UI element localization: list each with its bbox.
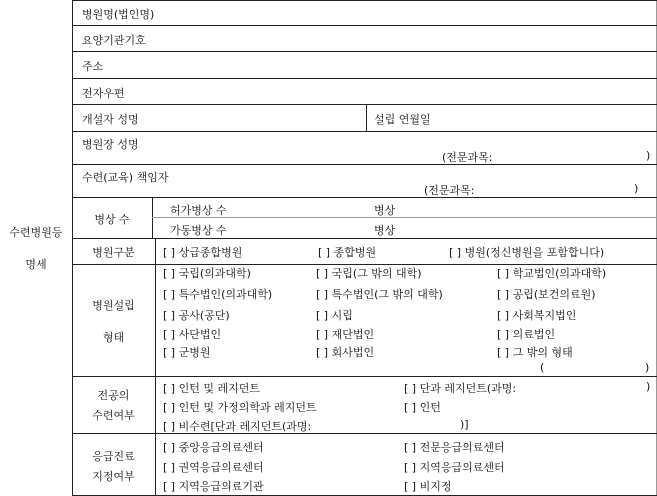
emergency-option[interactable]: [ ] 전문응급의료센터 bbox=[404, 441, 505, 454]
establishment-option[interactable]: [ ] 사회복지법인 bbox=[497, 309, 577, 322]
emergency-label-line1: 응급진료 bbox=[92, 450, 135, 463]
postal-code-label: 전자우편 bbox=[82, 87, 125, 100]
training-option-intern-resident[interactable]: [ ] 인턴 및 레지던트 bbox=[163, 382, 260, 395]
establishment-label-line2: 형태 bbox=[102, 331, 125, 344]
training-director-label: 수련(교육) 책임자 bbox=[82, 171, 169, 184]
training-option-intern-family[interactable]: [ ] 인턴 및 가정의학과 레지던트 bbox=[163, 401, 317, 414]
establishment-option[interactable]: [ ] 재단법인 bbox=[316, 328, 375, 341]
establishment-option[interactable]: [ ] 학교법인(의과대학) bbox=[497, 267, 607, 280]
hospital-type-label: 병원구분 bbox=[92, 246, 135, 259]
hospital-type-option-hospital[interactable]: [ ] 병원(정신병원을 포함합니다) bbox=[449, 246, 605, 259]
hospital-name-label: 병원명(법인명) bbox=[82, 8, 155, 21]
licensed-beds-unit: 병상 bbox=[374, 204, 396, 217]
founder-name-label: 개설자 성명 bbox=[82, 113, 139, 126]
training-label-line1: 전공의 bbox=[97, 389, 130, 402]
training-single-resident-close: ) bbox=[646, 380, 651, 393]
training-specialty-label: (전문과목: bbox=[424, 184, 475, 197]
establishment-option[interactable]: [ ] 국립(그 밖의 대학) bbox=[316, 267, 422, 280]
training-option-intern[interactable]: [ ] 인턴 bbox=[404, 401, 441, 414]
emergency-option[interactable]: [ ] 중앙응급의료센터 bbox=[163, 441, 264, 454]
training-option-single-resident[interactable]: [ ] 단과 레지던트(과명: bbox=[404, 382, 517, 395]
institution-code-label: 요양기관기호 bbox=[82, 34, 146, 47]
establishment-option[interactable]: [ ] 특수법인(의과대학) bbox=[163, 288, 273, 301]
hospital-type-option-general[interactable]: [ ] 종합병원 bbox=[318, 246, 377, 259]
founding-date-label: 설립 연월일 bbox=[374, 113, 431, 126]
director-specialty-close: ) bbox=[646, 149, 651, 162]
emergency-option[interactable]: [ ] 비지정 bbox=[404, 480, 452, 493]
beds-label: 병상 수 bbox=[94, 213, 130, 226]
training-specialty-close: ) bbox=[634, 182, 639, 195]
hospital-type-option-tertiary[interactable]: [ ] 상급종합병원 bbox=[163, 246, 243, 259]
establishment-option[interactable]: [ ] 군병원 bbox=[163, 346, 211, 359]
establishment-option[interactable]: [ ] 그 밖의 형태 bbox=[497, 346, 573, 359]
other-type-paren-open: ( bbox=[540, 361, 545, 374]
section-label-line2: 명세 bbox=[25, 258, 47, 271]
training-none-close: )] bbox=[460, 418, 469, 431]
establishment-option[interactable]: [ ] 의료법인 bbox=[497, 328, 556, 341]
licensed-beds-label: 허가병상 수 bbox=[170, 204, 227, 217]
training-option-none[interactable]: [ ] 비수련[단과 레지던트(과명: bbox=[163, 420, 312, 433]
establishment-option[interactable]: [ ] 특수법인(그 밖의 대학) bbox=[316, 288, 443, 301]
other-type-paren-close: ) bbox=[645, 361, 650, 374]
emergency-option[interactable]: [ ] 권역응급의료센터 bbox=[163, 461, 264, 474]
section-label-line1: 수련병원등 bbox=[9, 226, 63, 239]
emergency-option[interactable]: [ ] 지역응급의료기관 bbox=[163, 480, 264, 493]
establishment-option[interactable]: [ ] 공립(보건의료원) bbox=[497, 288, 596, 301]
training-label-line2: 수련여부 bbox=[92, 409, 135, 422]
operating-beds-unit: 병상 bbox=[374, 224, 396, 237]
establishment-option[interactable]: [ ] 공사(공단) bbox=[163, 309, 230, 322]
director-specialty-label: (전문과목: bbox=[442, 151, 493, 164]
emergency-option[interactable]: [ ] 지역응급의료센터 bbox=[404, 461, 505, 474]
establishment-option[interactable]: [ ] 시립 bbox=[316, 309, 353, 322]
establishment-label-line1: 병원설립 bbox=[92, 299, 135, 312]
director-name-label: 병원장 성명 bbox=[82, 138, 139, 151]
address-label: 주소 bbox=[82, 60, 104, 73]
establishment-option[interactable]: [ ] 사단법인 bbox=[163, 328, 222, 341]
establishment-option[interactable]: [ ] 국립(의과대학) bbox=[163, 267, 251, 280]
operating-beds-label: 가동병상 수 bbox=[170, 224, 227, 237]
establishment-option[interactable]: [ ] 회사법인 bbox=[316, 346, 375, 359]
emergency-label-line2: 지정여부 bbox=[92, 470, 135, 483]
